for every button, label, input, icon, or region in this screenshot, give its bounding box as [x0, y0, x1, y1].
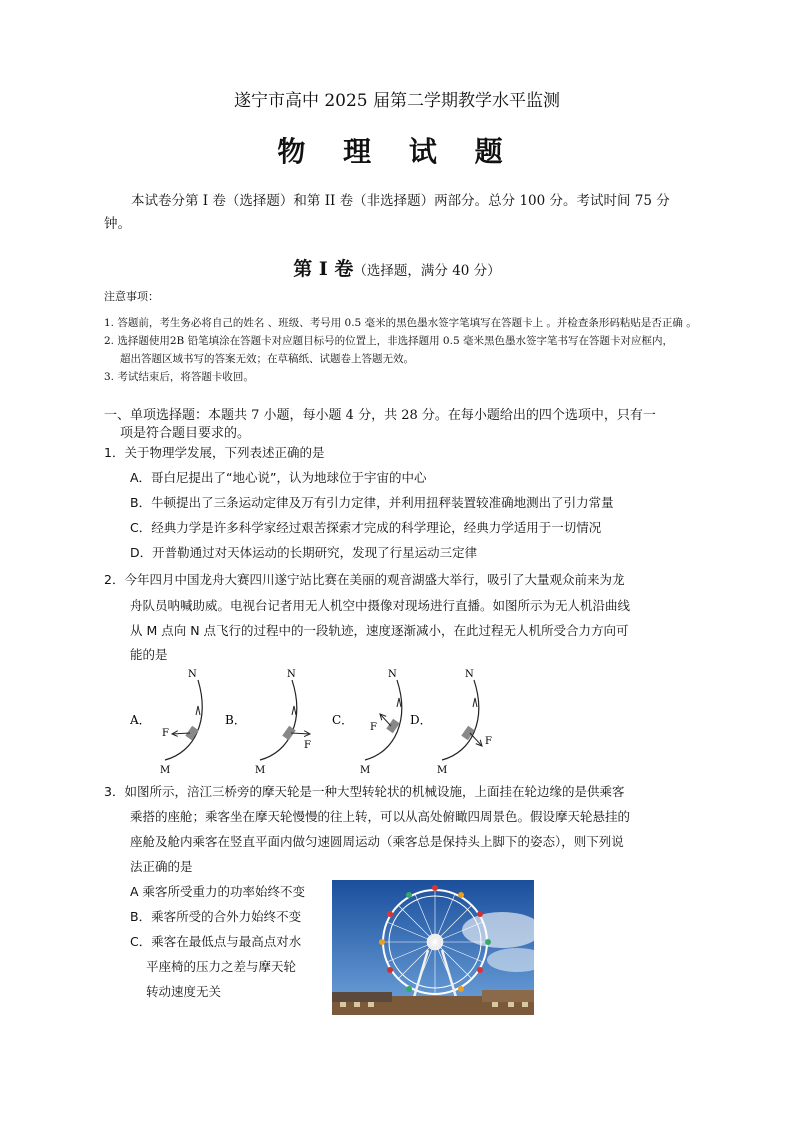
figure-b-f: F [304, 740, 311, 751]
figure-c-n: N [388, 669, 397, 680]
figure-b-label: B． [225, 713, 246, 727]
section-title-sub: （选择题，满分 40 分） [353, 263, 501, 279]
figure-c [332, 669, 402, 776]
figure-a-n: N [188, 669, 197, 680]
exam-header: 遂宁市高中 2025 届第二学期教学水平监测 [233, 91, 561, 111]
q1-option-d: D．开普勒通过对天体运动的长期研究，发现了行星运动三定律 [130, 545, 478, 560]
cabin [432, 885, 438, 891]
notice-heading: 注意事项： [104, 290, 159, 303]
question-2-line: 能的是 [130, 647, 168, 662]
figure-a-f: F [162, 728, 169, 739]
q3-option-c-cont: 平座椅的压力之差与摩天轮 [146, 959, 297, 974]
figure-d-m: M [437, 765, 448, 776]
figure-d-f: F [485, 736, 492, 747]
figure-c-m: M [360, 765, 371, 776]
intro-text: 本试卷分第 I 卷（选择题）和第 II 卷（非选择题）两部分。总分 100 分。考试时间 75 分钟。 [104, 193, 670, 232]
figure-a-arrowhead [196, 706, 200, 715]
question-3-line: 3．如图所示，涪江三桥旁的摩天轮是一种大型转轮状的机械设施，上面挂在轮边缘的是供乘客 [104, 784, 625, 799]
part-heading: 一、单项选择题：本题共 7 小题，每小题 4 分，共 28 分。在每小题给出的四个选项中，只有一 [104, 408, 656, 423]
figure-d-path [442, 680, 479, 760]
q1-option-c: C．经典力学是许多科学家经过艰苦探索才完成的科学理论，经典力学适用于一切情况 [130, 520, 602, 535]
question-2-line: 舟队员呐喊助威。电视台记者用无人机空中摄像对现场进行直播。如图所示为无人机沿曲线 [130, 598, 631, 613]
ferris-wheel-photo [332, 880, 534, 1015]
section-title-main: 第 Ⅰ 卷 [293, 258, 354, 280]
figure-a [129, 669, 202, 776]
figure-d [410, 669, 492, 776]
force-arrow-b [291, 733, 310, 734]
figure-c-f: F [370, 722, 377, 733]
cabin [458, 986, 464, 992]
q3-option-c: C．乘客在最低点与最高点对水 [130, 934, 302, 949]
cabin [406, 986, 412, 992]
q3-option-b: B．乘客所受的合外力始终不变 [130, 909, 302, 924]
wheel [383, 890, 487, 994]
cabin [477, 967, 483, 973]
cabin [477, 911, 483, 917]
figure-b-n: N [287, 669, 296, 680]
cabin [485, 939, 491, 945]
figure-d-n: N [465, 669, 474, 680]
force-arrow-c [380, 714, 391, 726]
figure-d-arrowhead [473, 698, 477, 707]
cabin [379, 939, 385, 945]
figure-c-path [365, 680, 402, 760]
part-heading-cont: 项是符合题目要求的。 [120, 426, 251, 441]
figure-d-label: D． [410, 713, 432, 727]
figure-b-path [260, 680, 297, 760]
figure-b [225, 669, 311, 776]
building [482, 990, 534, 1002]
figure-b-arrowhead [292, 706, 296, 715]
question-3-line: 座舱及舱内乘客在竖直平面内做匀速圆周运动（乘客总是保持头上脚下的姿态），则下列说 [130, 834, 624, 849]
question-3-line: 法正确的是 [130, 859, 193, 874]
q3-option-c-cont: 转动速度无关 [146, 984, 222, 999]
notice-item: 1. 答题前，考生务必将自己的姓名 、班级、考号用 0.5 毫米的黑色墨水签字笔填写在答题卡上 。并检查条形码粘贴是否正确 。 [104, 317, 697, 329]
trajectory-figures [120, 660, 520, 780]
question-2-line: 从 M 点向 N 点飞行的过程中的一段轨迹，速度逐渐减小，在此过程无人机所受合力方向可 [130, 623, 629, 638]
figure-a-m: M [160, 765, 171, 776]
notice-item: 超出答题区域书写的答案无效；在草稿纸、试题卷上答题无效。 [120, 353, 414, 365]
cabin [387, 967, 393, 973]
q1-option-b: B．牛顿提出了三条运动定律及万有引力定律，并利用扭秤装置较准确地测出了引力常量 [130, 495, 614, 510]
section-title [0, 254, 794, 281]
question-1-stem: 1．关于物理学发展，下列表述正确的是 [104, 445, 325, 460]
cabin [406, 892, 412, 898]
notice-item: 3. 考试结束后，将答题卡收回。 [104, 371, 254, 383]
figure-a-path [165, 680, 202, 760]
question-2-line: 2．今年四月中国龙舟大赛四川遂宁站比赛在美丽的观音湖盛大举行，吸引了大量观众前来为龙 [104, 572, 625, 587]
force-arrow-d [470, 733, 482, 746]
cabin [387, 911, 393, 917]
figure-b-m: M [255, 765, 266, 776]
drone-d [461, 726, 474, 740]
notice-item: 2. 选择题使用2B 铅笔填涂在答题卡对应题目标号的位置上，非选择题用 0.5 毫米黑色墨水签字笔书写在答题卡对应框内， [104, 335, 673, 347]
figure-c-label: C． [332, 713, 354, 727]
question-3-line: 乘搭的座舱；乘客坐在摩天轮慢慢的往上转，可以从高处俯瞰四周景色。假设摩天轮悬挂的 [130, 809, 631, 824]
exam-intro [104, 190, 694, 236]
figure-c-arrowhead [397, 698, 401, 707]
cabin [458, 892, 464, 898]
building [332, 992, 392, 1002]
exam-title: 物 理 试 题 [277, 135, 517, 168]
figure-a-label: A． [130, 713, 151, 727]
q1-option-a: A．哥白尼提出了“地心说”，认为地球位于宇宙的中心 [130, 470, 427, 485]
q3-option-a: A 乘客所受重力的功率始终不变 [130, 884, 306, 899]
